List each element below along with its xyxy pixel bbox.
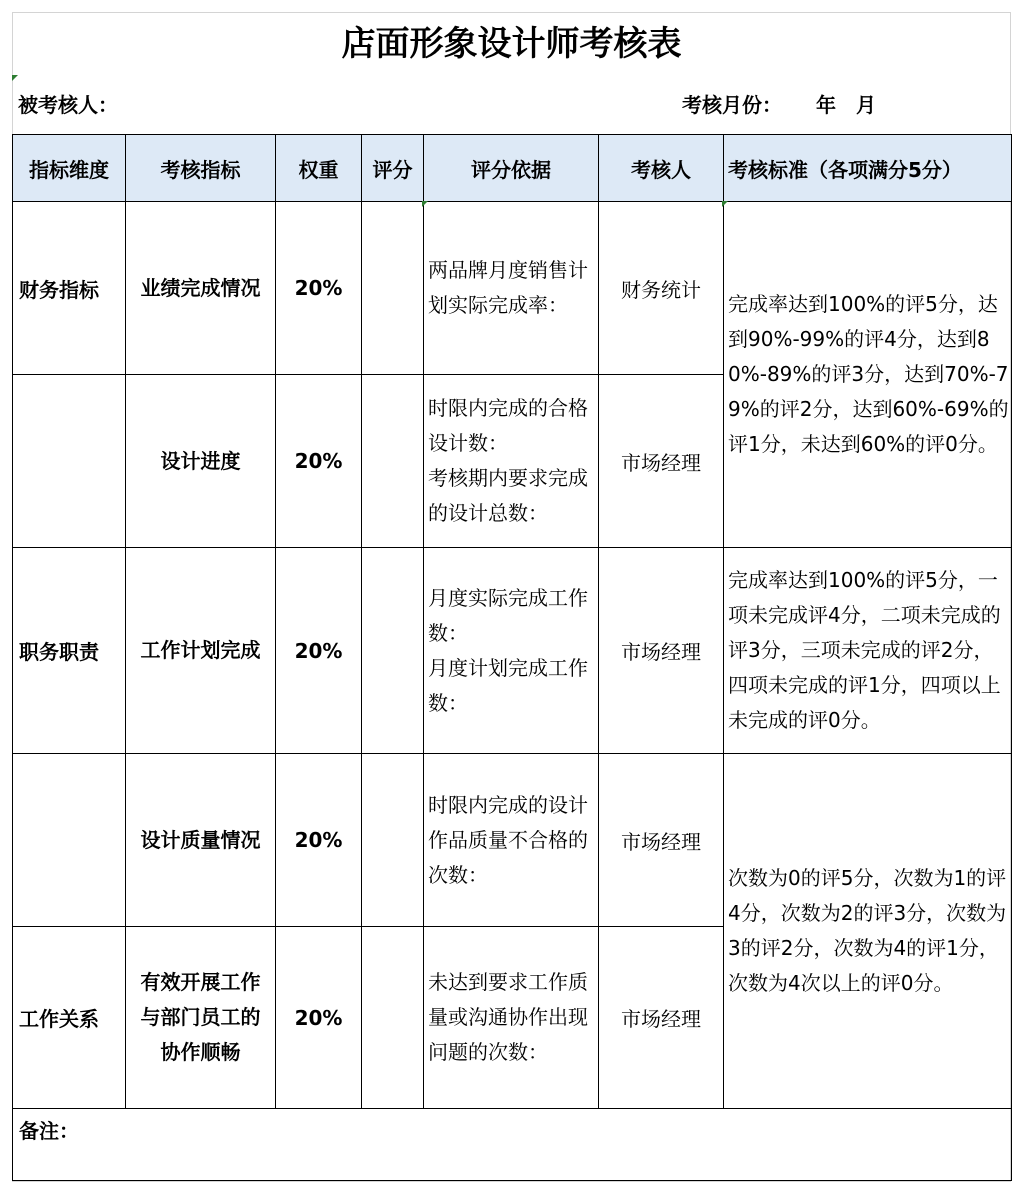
weight-cell: 20%	[276, 375, 362, 548]
table-row	[13, 754, 1012, 927]
table-row	[13, 202, 1012, 375]
header-score: 评分	[362, 135, 424, 202]
assessor-cell: 财务统计	[599, 202, 724, 375]
basis-cell	[424, 375, 599, 548]
weight-cell: 20%	[276, 202, 362, 375]
header-indicator: 考核指标	[126, 135, 276, 202]
score-cell[interactable]	[362, 927, 424, 1109]
header-assessor: 考核人	[599, 135, 724, 202]
year-label: 年	[816, 93, 836, 117]
header-dimension: 指标维度	[13, 135, 126, 202]
basis-cell: 未达到要求工作质量或沟通协作出现问题的次数：	[424, 927, 599, 1109]
dimension-cell: 职务职责	[13, 548, 126, 754]
period-label: 考核月份：	[682, 93, 782, 117]
header-standard: 考核标准（各项满分5分）	[724, 135, 1012, 202]
score-cell[interactable]	[362, 375, 424, 548]
page-title: 店面形象设计师考核表	[341, 24, 682, 64]
basis-line: 月度计划完成工作数：	[428, 655, 588, 715]
cell-comment-indicator	[422, 201, 428, 207]
basis-line: 考核期内要求完成的设计总数：	[428, 466, 588, 525]
standard-cell: 次数为0的评5分，次数为1的评4分，次数为2的评3分，次数为3的评2分，次数为4的评1分，次数为4次以上的评0分。	[724, 754, 1012, 1109]
assessor-cell: 市场经理	[599, 754, 724, 927]
cell-comment-indicator	[722, 201, 728, 207]
dimension-cell	[13, 754, 126, 927]
table-row	[13, 548, 1012, 754]
header-row	[13, 135, 1012, 202]
score-cell[interactable]	[362, 548, 424, 754]
dimension-cell: 财务指标	[13, 202, 126, 375]
weight-cell: 20%	[276, 548, 362, 754]
basis-cell: 时限内完成的设计作品质量不合格的次数：	[424, 754, 599, 927]
header-weight: 权重	[276, 135, 362, 202]
appraisal-table	[12, 134, 1012, 1181]
indicator-cell: 工作计划完成	[126, 548, 276, 754]
score-cell[interactable]	[362, 754, 424, 927]
assessor-cell: 市场经理	[599, 375, 724, 548]
basis-cell: 两品牌月度销售计划实际完成率：	[424, 202, 599, 375]
dimension-cell	[13, 375, 126, 548]
score-cell[interactable]	[362, 202, 424, 375]
weight-cell: 20%	[276, 754, 362, 927]
indicator-cell: 设计进度	[126, 375, 276, 548]
standard-cell: 完成率达到100%的评5分，一项未完成评4分，二项未完成的评3分，三项未完成的评2分，四项未完成的评1分，四项以上未完成的评0分。	[724, 548, 1012, 754]
indicator-cell: 业绩完成情况	[126, 202, 276, 375]
appraisee-label: 被考核人：	[18, 93, 118, 117]
basis-line: 时限内完成的合格设计数：	[428, 396, 588, 455]
header-basis: 评分依据	[424, 135, 599, 202]
remark-row	[13, 1109, 1012, 1181]
assessor-cell: 市场经理	[599, 927, 724, 1109]
remark-cell[interactable]: 备注：	[13, 1109, 1012, 1181]
indicator-cell: 有效开展工作与部门员工的协作顺畅	[126, 927, 276, 1109]
basis-line: 月度实际完成工作数：	[428, 585, 588, 645]
standard-cell: 完成率达到100%的评5分，达到90%-99%的评4分，达到80%-89%的评3分，达到70%-79%的评2分，达到60%-69%的评1分，未达到60%的评0分。	[724, 202, 1012, 548]
weight-cell: 20%	[276, 927, 362, 1109]
basis-cell	[424, 548, 599, 754]
month-label: 月	[856, 93, 876, 117]
assessor-cell: 市场经理	[599, 548, 724, 754]
dimension-cell: 工作关系	[13, 927, 126, 1109]
indicator-cell: 设计质量情况	[126, 754, 276, 927]
